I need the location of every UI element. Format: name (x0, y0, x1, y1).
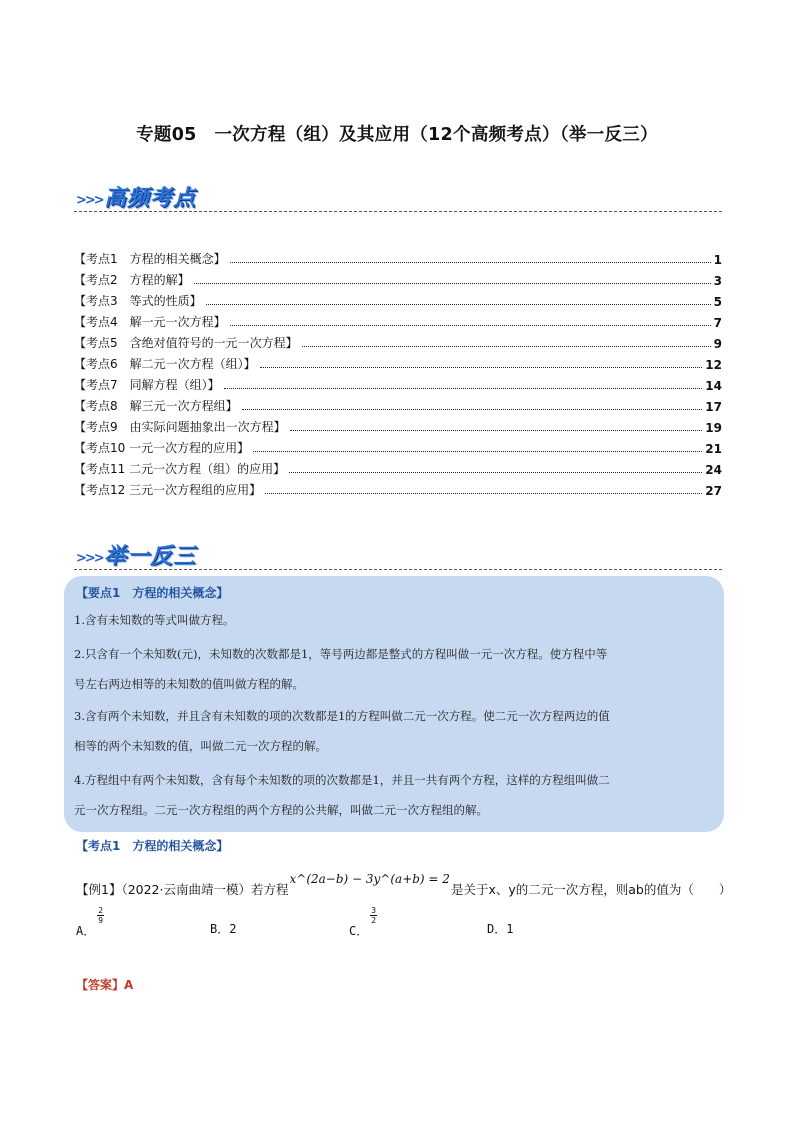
toc-item-title: 【考点4 解一元一次方程】 (74, 315, 226, 329)
toc-item-title: 【考点7 同解方程（组）】 (74, 378, 220, 392)
toc-item[interactable] (74, 456, 722, 477)
toc-page-number: 3 (713, 274, 722, 288)
toc-page-number: 21 (705, 442, 722, 456)
toc-leader (242, 409, 703, 410)
answer: 【答案】A (76, 978, 134, 992)
arrows-icon: >>> (76, 551, 103, 566)
equation: x^(2a−b) − 3y^(a+b) = 2 (289, 872, 450, 886)
point-2-line-1: 2.只含有一个未知数(元)，未知数的次数都是1，等号两边都是整式的方程叫做一元一次方程。使方程中等 (74, 647, 608, 661)
fraction (97, 906, 104, 925)
toc-page-number: 1 (713, 253, 722, 267)
toc-page-number: 7 (713, 316, 722, 330)
toc-item[interactable] (74, 351, 722, 372)
section-header-practice (74, 536, 722, 570)
point-2-line-2: 号左右两边相等的未知数的值叫做方程的解。 (74, 677, 304, 691)
box-heading: 【要点1 方程的相关概念】 (76, 586, 229, 600)
toc-item-title: 【考点3 等式的性质】 (74, 294, 202, 308)
section-header-frequent (74, 178, 722, 212)
toc-item[interactable] (74, 435, 722, 456)
toc-leader (253, 451, 702, 452)
toc-leader (224, 388, 703, 389)
toc-item[interactable] (74, 267, 722, 288)
point-3-line-1: 3.含有两个未知数，并且含有未知数的项的次数都是1的方程叫做二元一次方程。使二元一次方程两边的值 (74, 709, 610, 723)
example-prefix: 【例1】（2022·云南曲靖一模）若方程 (76, 882, 289, 897)
toc-leader (265, 493, 702, 494)
option-c-label: C． (349, 924, 369, 938)
toc-item-title: 【考点2 方程的解】 (74, 273, 190, 287)
point-4-line-2: 元一次方程组。二元一次方程组的两个方程的公共解，叫做二元一次方程组的解。 (74, 803, 488, 817)
divider (74, 211, 722, 212)
toc-leader (194, 283, 711, 284)
toc-item[interactable] (74, 477, 722, 498)
toc-page-number: 14 (705, 379, 722, 393)
toc-leader (230, 325, 711, 326)
toc-item-title: 【考点11 二元一次方程（组）的应用】 (74, 462, 286, 476)
page-title: 专题05 一次方程（组）及其应用（12个高频考点）（举一反三） (136, 125, 658, 145)
toc-leader (260, 367, 703, 368)
denominator: 2 (371, 916, 377, 925)
option-a (76, 906, 104, 939)
toc-item[interactable] (74, 246, 722, 267)
fraction (370, 906, 377, 925)
point-4-line-1: 4.方程组中有两个未知数，含有每个未知数的项的次数都是1，并且一共有两个方程，这样的方程组叫做二 (74, 773, 610, 787)
option-d: D．1 (487, 922, 514, 936)
toc-page-number: 17 (705, 400, 722, 414)
point-3-line-2: 相等的两个未知数的值，叫做二元一次方程的解。 (74, 739, 327, 753)
key-points-box (64, 576, 724, 832)
toc-item-title: 【考点9 由实际问题抽象出一次方程】 (74, 420, 286, 434)
divider (74, 569, 722, 570)
section-label: 高频考点 (104, 186, 197, 211)
toc-leader (289, 472, 702, 473)
toc-item[interactable] (74, 309, 722, 330)
table-of-contents (74, 246, 722, 498)
toc-page-number: 19 (705, 421, 722, 435)
toc-item[interactable] (74, 330, 722, 351)
toc-item[interactable] (74, 372, 722, 393)
toc-leader (302, 346, 711, 347)
toc-item-title: 【考点5 含绝对值符号的一元一次方程】 (74, 336, 298, 350)
toc-page-number: 5 (713, 295, 722, 309)
arrows-icon: >>> (76, 193, 103, 208)
toc-item[interactable] (74, 288, 722, 309)
toc-item-title: 【考点1 方程的相关概念】 (74, 252, 226, 266)
option-a-label: A． (76, 924, 96, 938)
toc-item-title: 【考点8 解三元一次方程组】 (74, 399, 238, 413)
numerator: 3 (371, 906, 377, 915)
toc-page-number: 27 (705, 484, 722, 498)
example-suffix: 是关于x、y的二元一次方程，则ab的值为（ ） (450, 882, 732, 897)
example-question (76, 872, 732, 898)
point-1: 1.含有未知数的等式叫做方程。 (74, 613, 235, 627)
option-c (349, 906, 377, 939)
numerator: 2 (98, 906, 104, 915)
toc-page-number: 24 (705, 463, 722, 477)
kaodian-heading: 【考点1 方程的相关概念】 (76, 839, 229, 853)
toc-page-number: 9 (713, 337, 722, 351)
toc-item-title: 【考点6 解二元一次方程（组）】 (74, 357, 256, 371)
toc-leader (206, 304, 711, 305)
denominator: 9 (98, 916, 104, 925)
toc-item[interactable] (74, 414, 722, 435)
toc-leader (290, 430, 703, 431)
toc-item-title: 【考点12 三元一次方程组的应用】 (74, 483, 262, 497)
section-label: 举一反三 (104, 544, 197, 569)
toc-item[interactable] (74, 393, 722, 414)
toc-page-number: 12 (705, 358, 722, 372)
toc-item-title: 【考点10 一元一次方程的应用】 (74, 441, 250, 455)
option-b: B．2 (210, 922, 237, 936)
toc-leader (230, 262, 711, 263)
